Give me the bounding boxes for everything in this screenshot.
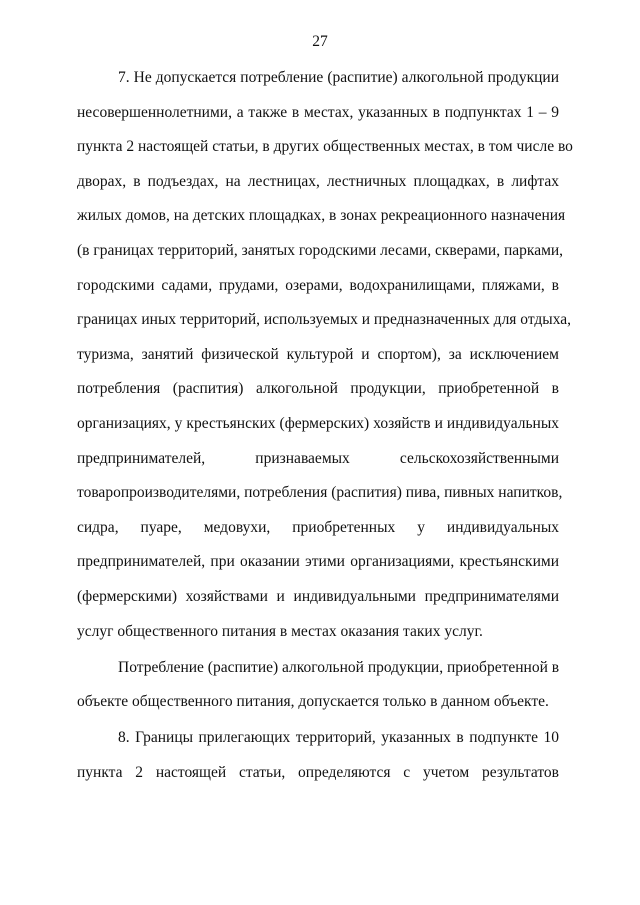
text-line: потребления (распития) алкогольной продукции, приобретенной в	[77, 380, 559, 398]
text-line: пункта 2 настоящей статьи, определяются с учетом результатов	[77, 763, 559, 781]
text-line: сидра, пуаре, медовухи, приобретенных у индивидуальных	[77, 518, 559, 536]
text-line: жилых домов, на детских площадках, в зонах рекреационного назначения	[77, 207, 566, 225]
text-line: туризма, занятий физической культурой и спортом), за исключением	[77, 345, 559, 363]
text-line: 8. Границы прилегающих территорий, указанных в подпункте 10	[118, 729, 559, 747]
text-line: Потребление (распитие) алкогольной продукции, приобретенной в	[118, 658, 560, 676]
text-line: городскими садами, прудами, озерами, водохранилищами, пляжами, в	[77, 276, 559, 294]
text-line: (фермерскими) хозяйствами и индивидуальными предпринимателями	[77, 587, 559, 605]
document-body	[77, 68, 573, 797]
text-line: товаропроизводителями, потребления (распития) пива, пивных напитков,	[77, 484, 563, 502]
text-line: предпринимателей, признаваемых сельскохозяйственными	[77, 449, 559, 467]
text-line: 7. Не допускается потребление (распитие) алкогольной продукции	[118, 69, 559, 86]
text-line: пункта 2 настоящей статьи, в других общественных местах, в том числе во	[77, 138, 573, 156]
text-line: дворах, в подъездах, на лестницах, лестничных площадках, в лифтах	[77, 172, 559, 190]
text-line: предпринимателей, при оказании этими организациями, крестьянскими	[77, 553, 559, 571]
text-line: объекте общественного питания, допускается только в данном объекте.	[77, 693, 549, 711]
text-line: несовершеннолетними, а также в местах, указанных в подпунктах 1 – 9	[77, 103, 559, 121]
paragraph-item-8	[77, 728, 559, 797]
text-line: услуг общественного питания в местах оказания таких услуг.	[77, 622, 483, 640]
paragraph-item-7-continued	[77, 658, 559, 727]
text-line: организациях, у крестьянских (фермерских) хозяйств и индивидуальных	[77, 414, 559, 432]
paragraph-item-7	[77, 68, 573, 656]
text-line: границах иных территорий, используемых и предназначенных для отдыха,	[77, 311, 572, 329]
text-line: (в границах территорий, занятых городскими лесами, скверами, парками,	[77, 241, 564, 259]
page-number: 27	[312, 33, 328, 50]
